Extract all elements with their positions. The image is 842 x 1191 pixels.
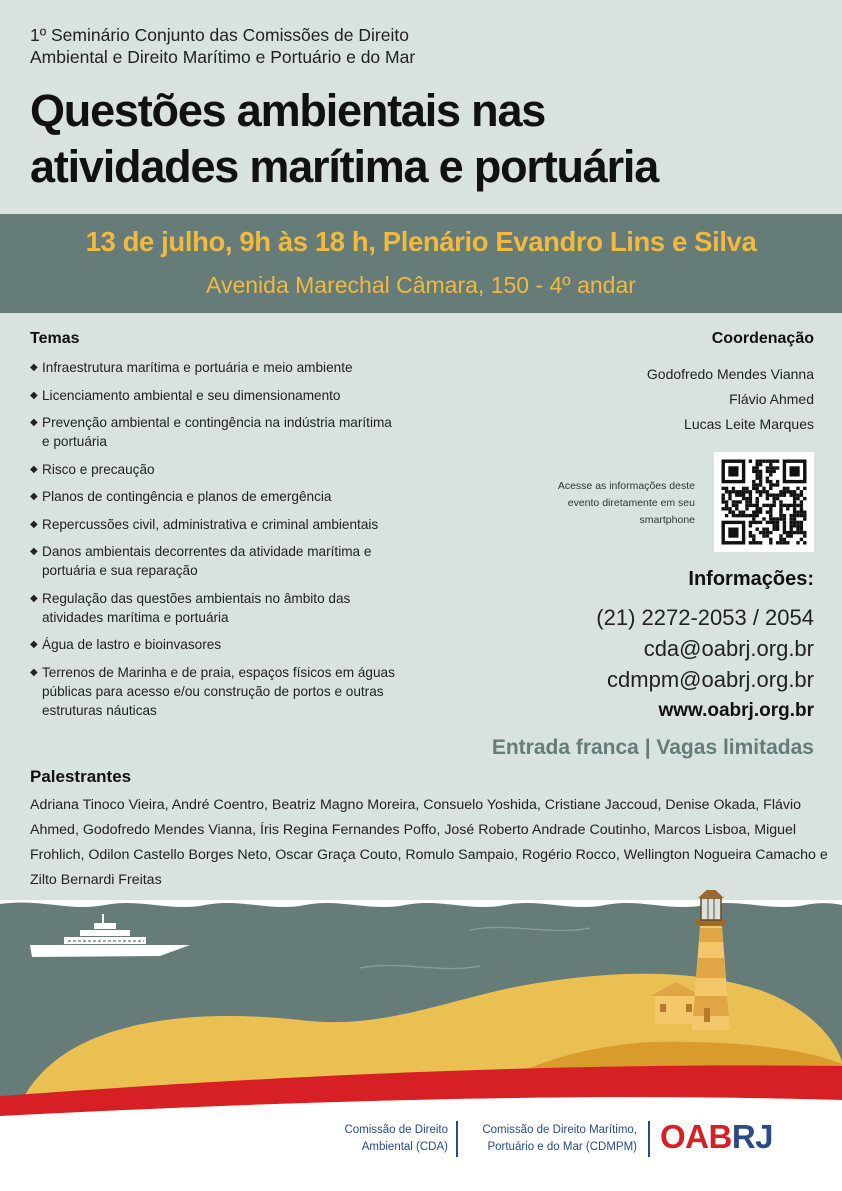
diamond-bullet-icon: ◆ (30, 518, 38, 530)
theme-text: Planos de contingência e planos de emergência (42, 489, 332, 504)
coordinator-name: Lucas Leite Marques (684, 416, 814, 432)
list-item (30, 635, 400, 654)
list-item (30, 542, 400, 580)
logo-part-oab: OAB (660, 1118, 732, 1155)
coordination-list (514, 362, 814, 437)
list-item (30, 358, 400, 377)
title-line: atividades marítima e portuária (30, 141, 659, 192)
footer-cda-line: Ambiental (CDA) (361, 1141, 448, 1153)
theme-text: Prevenção ambiental e contingência na indústria marítima e portuária (42, 415, 392, 449)
email-link[interactable]: cda@oabrj.org.br (643, 636, 814, 661)
seminar-subtitle (30, 24, 730, 68)
email-link[interactable]: cdmpm@oabrj.org.br (607, 667, 814, 692)
diamond-bullet-icon: ◆ (30, 417, 38, 428)
oabrj-logo (660, 1118, 773, 1156)
footer-cdmpm-line: Comissão de Direito Marítimo, (482, 1124, 637, 1136)
theme-text: Repercussões civil, administrativa e criminal ambientais (42, 516, 379, 532)
qr-caption: Acesse as informações deste evento diretamente em seu smartphone (557, 480, 695, 526)
info-heading: Informações: (688, 568, 814, 590)
coordination-heading: Coordenação (711, 330, 814, 347)
speakers-heading: Palestrantes (30, 767, 132, 786)
subtitle-line: 1º Seminário Conjunto das Comissões de Direito (30, 25, 409, 45)
qr-code-graphic (714, 452, 814, 552)
event-date: 13 de julho, 9h às 18 h, Plenário Evandro Lins e Silva (85, 226, 757, 257)
themes-heading: Temas (30, 330, 80, 347)
footer-cdmpm-line: Portuário e do Mar (CDMPM) (487, 1141, 637, 1153)
theme-text: Terrenos de Marinha e de praia, espaços físicos em águas públicas para acesso e/ou construção de portos e outras estruturas náuticas (42, 664, 395, 718)
footer-cdmpm (462, 1122, 637, 1156)
theme-text: Regulação das questões ambientais no âmbito das atividades marítima e portuária (42, 590, 351, 625)
theme-text: Danos ambientais decorrentes da atividade marítima e portuária e sua reparação (42, 544, 372, 578)
list-item (30, 589, 400, 627)
theme-text: Risco e precaução (42, 461, 155, 477)
diamond-bullet-icon: ◆ (30, 389, 38, 401)
event-address: Avenida Marechal Câmara, 150 - 4º andar (206, 272, 636, 298)
entry-note: Entrada franca | Vagas limitadas (491, 736, 814, 759)
list-item (30, 663, 400, 720)
footer-divider (456, 1121, 458, 1157)
themes-list (30, 358, 400, 728)
contact-info (414, 602, 814, 695)
speakers-list: Adriana Tinoco Vieira, André Coentro, Beatriz Magno Moreira, Consuelo Yoshida, Cristiane Jaccoud, Denise Okada, Flávio Ahmed, Godofredo Mendes Vianna, Íris Regina Fernandes Poffo, José Roberto Andrade Coutinho, Marcos Lisboa, Miguel Frohlich, Odilon Castello Borges Neto, Oscar Graça Couto, Romulo Sampaio, Rogério Rocco, Wellington Nogueira Camacho e Zilto Bernardi Freitas (30, 797, 828, 888)
list-item (30, 460, 400, 479)
diamond-bullet-icon: ◆ (30, 362, 38, 373)
footer-cda-line: Comissão de Direito (344, 1124, 448, 1136)
theme-text: Infraestrutura marítima e portuária e meio ambiente (42, 360, 353, 375)
coastal-illustration (0, 890, 842, 1140)
qr-code-icon[interactable] (714, 452, 814, 552)
coordinator-name: Flávio Ahmed (729, 391, 814, 407)
list-item (30, 487, 400, 506)
list-item (30, 413, 400, 451)
logo-part-rj: RJ (731, 1118, 774, 1155)
subtitle-line: Ambiental e Direito Marítimo e Portuário e do Mar (30, 47, 416, 67)
list-item (30, 515, 400, 534)
diamond-bullet-icon: ◆ (30, 463, 38, 475)
theme-text: Água de lastro e bioinvasores (42, 637, 222, 652)
theme-text: Licenciamento ambiental e seu dimensionamento (42, 387, 341, 403)
list-item (30, 386, 400, 405)
website-link[interactable]: www.oabrj.org.br (658, 700, 814, 721)
title-line: Questões ambientais nas (30, 85, 546, 136)
footer-divider (648, 1121, 650, 1157)
footer-cda (320, 1122, 448, 1156)
main-title (30, 83, 830, 195)
diamond-bullet-icon: ◆ (30, 639, 38, 650)
diamond-bullet-icon: ◆ (30, 546, 38, 557)
phone-number: (21) 2272-2053 / 2054 (596, 605, 814, 630)
diamond-bullet-icon: ◆ (30, 666, 38, 678)
diamond-bullet-icon: ◆ (30, 592, 38, 604)
coordinator-name: Godofredo Mendes Vianna (646, 366, 814, 382)
diamond-bullet-icon: ◆ (30, 491, 38, 502)
